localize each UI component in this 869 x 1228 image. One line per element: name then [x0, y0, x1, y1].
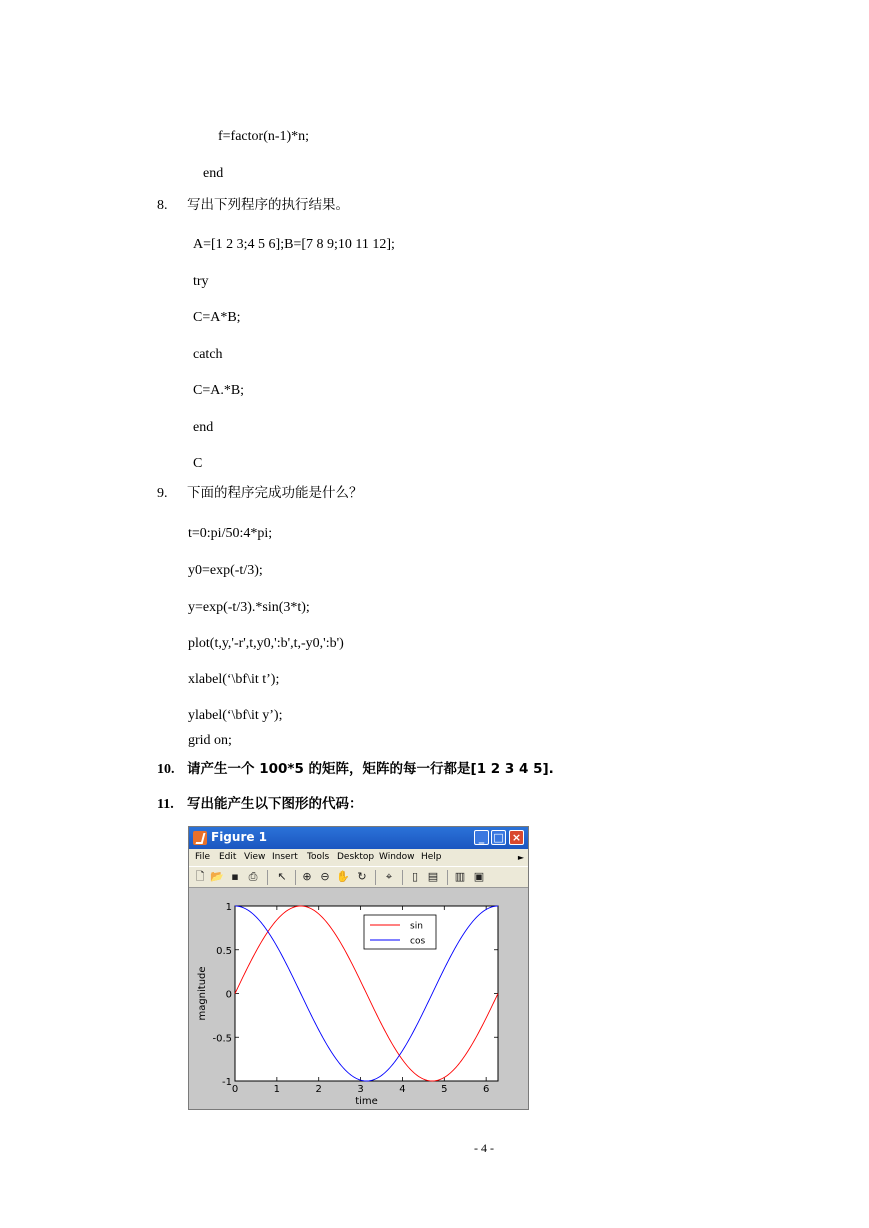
- colorbar-icon[interactable]: ▯: [411, 870, 419, 883]
- matlab-logo-icon: [193, 831, 207, 845]
- question-number: 8.: [157, 198, 168, 213]
- toolbar-separator: [447, 870, 448, 885]
- save-icon[interactable]: ▪: [231, 870, 239, 883]
- question-number: 10.: [157, 762, 175, 777]
- x-tick-label: 5: [441, 1084, 448, 1095]
- open-folder-icon[interactable]: 📂: [210, 870, 224, 883]
- menubar-chevron-icon[interactable]: ►: [517, 853, 524, 862]
- plot-area: [189, 888, 528, 1110]
- menu-desktop[interactable]: Desktop: [337, 852, 375, 862]
- x-tick-label: 2: [315, 1084, 322, 1095]
- figure-titlebar: [189, 827, 528, 849]
- code-line: plot(t,y,'-r',t,y0,':b',t,-y0,':b'): [188, 636, 344, 651]
- maximize-icon[interactable]: □: [491, 830, 506, 845]
- rotate-icon[interactable]: ↻: [357, 870, 367, 883]
- toolbar-separator: [375, 870, 376, 885]
- figure-window: [188, 826, 529, 1110]
- y-tick-label: 0.5: [216, 945, 232, 957]
- show-plot-tools-icon[interactable]: ▣: [473, 870, 485, 883]
- figure-menubar: [189, 849, 528, 866]
- toolbar-separator: [402, 870, 403, 885]
- x-tick-label: 4: [399, 1084, 406, 1095]
- question-10: [157, 760, 554, 779]
- code-line: y=exp(-t/3).*sin(3*t);: [188, 600, 310, 615]
- code-line: ylabel(‘\bf\it y’);: [188, 708, 283, 723]
- new-file-icon[interactable]: 🗋: [195, 870, 205, 883]
- code-line: f=factor(n-1)*n;: [218, 129, 310, 144]
- question-number: 9.: [157, 486, 168, 501]
- x-tick-label: 3: [357, 1084, 364, 1095]
- question-11: [157, 795, 363, 814]
- menu-edit[interactable]: Edit: [219, 852, 237, 862]
- zoom-in-icon[interactable]: ⊕: [302, 870, 312, 883]
- x-tick-label: 6: [482, 1084, 490, 1095]
- question-text: 请产生一个 100*5 的矩阵，矩阵的每一行都是[1 2 3 4 5].: [187, 761, 554, 777]
- pan-hand-icon[interactable]: ✋: [336, 870, 350, 883]
- y-axis-label: magnitude: [197, 966, 208, 1021]
- question-9: [157, 484, 363, 503]
- code-line: y0=exp(-t/3);: [188, 563, 263, 578]
- menu-view[interactable]: View: [244, 852, 266, 862]
- code-line: A=[1 2 3;4 5 6];B=[7 8 9;10 11 12];: [193, 237, 395, 252]
- x-tick-label: 0: [231, 1084, 239, 1095]
- menu-file[interactable]: File: [195, 852, 211, 862]
- figure-title: Figure 1: [211, 830, 268, 844]
- question-text: 下面的程序完成功能是什么？: [187, 485, 363, 501]
- print-icon[interactable]: ⎙: [248, 870, 258, 883]
- code-line: try: [193, 274, 209, 289]
- code-line: C: [193, 456, 203, 471]
- menu-tools[interactable]: Tools: [307, 852, 330, 862]
- legend-label-cos: cos: [410, 936, 426, 947]
- question-8: [157, 196, 349, 215]
- menu-help[interactable]: Help: [421, 852, 442, 862]
- code-line: C=A*B;: [193, 310, 241, 325]
- question-number: 11.: [157, 797, 174, 812]
- code-line: catch: [193, 347, 223, 362]
- y-tick-label: 1: [225, 902, 232, 913]
- legend-box: [364, 915, 436, 949]
- line-chart: [189, 888, 528, 1110]
- code-line: grid on;: [188, 733, 232, 748]
- x-tick-label: 1: [273, 1084, 281, 1095]
- question-text: 写出下列程序的执行结果。: [187, 197, 349, 213]
- pointer-icon[interactable]: ↖: [277, 870, 287, 883]
- data-cursor-icon[interactable]: ⌖: [385, 870, 393, 883]
- question-text: 写出能产生以下图形的代码：: [187, 796, 363, 812]
- code-line: end: [203, 166, 224, 181]
- close-icon[interactable]: ×: [509, 830, 524, 845]
- y-tick-label: 0: [225, 989, 232, 1001]
- toolbar-separator: [295, 870, 296, 885]
- x-axis-label: time: [355, 1096, 378, 1107]
- menu-window[interactable]: Window: [379, 852, 415, 862]
- code-line: xlabel(‘\bf\it t’);: [188, 672, 280, 687]
- code-line: t=0:pi/50:4*pi;: [188, 526, 273, 541]
- legend-icon[interactable]: ▤: [427, 870, 439, 883]
- code-line: C=A.*B;: [193, 383, 245, 398]
- toolbar-separator: [267, 870, 268, 885]
- code-line: end: [193, 420, 214, 435]
- legend-label-sin: sin: [410, 921, 423, 932]
- y-tick-label: -0.5: [212, 1033, 232, 1045]
- figure-toolbar: [189, 866, 528, 888]
- zoom-out-icon[interactable]: ⊖: [320, 870, 330, 883]
- page-number: - 4 -: [474, 1141, 494, 1155]
- minimize-icon[interactable]: _: [474, 830, 489, 845]
- hide-plot-tools-icon[interactable]: ▥: [454, 870, 466, 883]
- menu-insert[interactable]: Insert: [272, 852, 298, 862]
- y-tick-label: -1: [222, 1077, 232, 1088]
